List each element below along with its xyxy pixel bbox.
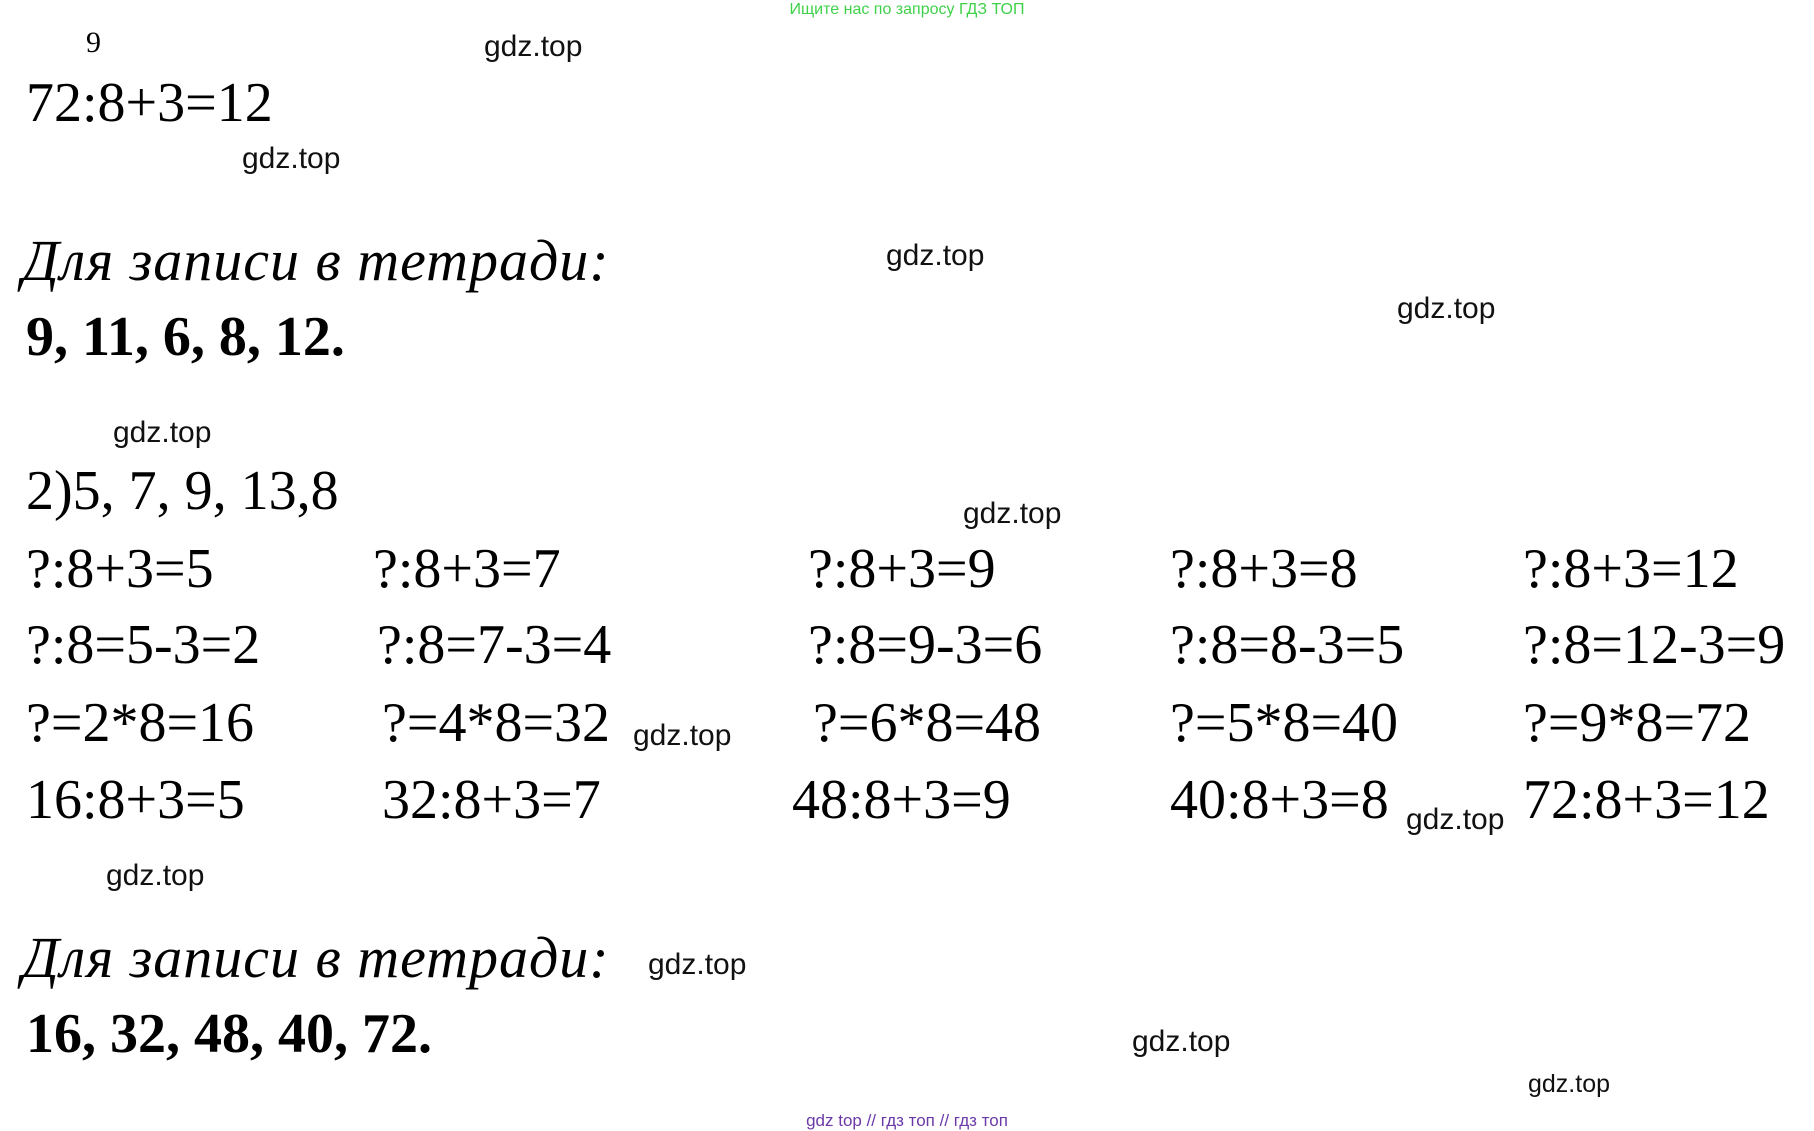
- equation-col1-row4: 16:8+3=5: [26, 769, 245, 831]
- footer-links[interactable]: gdz top // гдз топ // гдз топ: [806, 1111, 1008, 1130]
- equation-col2-row2: ?:8=7-3=4: [377, 614, 612, 676]
- equation-col4-row3: ?=5*8=40: [1170, 692, 1399, 754]
- answer-line: 16, 32, 48, 40, 72.: [26, 1003, 432, 1065]
- equation-col3-row3: ?=6*8=48: [813, 692, 1042, 754]
- answer-line: 9, 11, 6, 8, 12.: [26, 306, 345, 368]
- equation-col4-row2: ?:8=8-3=5: [1170, 614, 1405, 676]
- task-number: 9: [86, 26, 101, 59]
- equation-col3-row4: 48:8+3=9: [792, 769, 1011, 831]
- top-banner: Ищите нас по запросу ГДЗ ТОП: [789, 1, 1025, 18]
- equation-col5-row2: ?:8=12-3=9: [1523, 614, 1786, 676]
- equation-col1-row3: ?=2*8=16: [26, 692, 255, 754]
- equation-col2-row4: 32:8+3=7: [382, 769, 601, 831]
- part-2-title: 2)5, 7, 9, 13,8: [26, 460, 339, 522]
- watermark: gdz.top: [1397, 292, 1496, 325]
- watermark: gdz.top: [242, 142, 341, 175]
- watermark: gdz.top: [484, 30, 583, 63]
- watermark: gdz.top: [963, 497, 1062, 530]
- watermark: gdz.top: [633, 719, 732, 752]
- watermark: gdz.top: [886, 239, 985, 272]
- notebook-heading: Для записи в тетради:: [22, 228, 610, 293]
- watermark: gdz.top: [1528, 1070, 1611, 1098]
- equation-col3-row2: ?:8=9-3=6: [808, 614, 1043, 676]
- watermark: gdz.top: [648, 948, 747, 981]
- equation-col1-row1: ?:8+3=5: [26, 538, 214, 600]
- equation-line: 72:8+3=12: [26, 72, 273, 134]
- equation-col5-row4: 72:8+3=12: [1523, 769, 1770, 831]
- equation-col2-row1: ?:8+3=7: [373, 538, 561, 600]
- equation-col1-row2: ?:8=5-3=2: [26, 614, 261, 676]
- notebook-heading: Для записи в тетради:: [22, 925, 610, 990]
- equation-col4-row1: ?:8+3=8: [1170, 538, 1358, 600]
- watermark: gdz.top: [1132, 1025, 1231, 1058]
- equation-col4-row4: 40:8+3=8: [1170, 769, 1389, 831]
- equation-col5-row3: ?=9*8=72: [1523, 692, 1752, 754]
- watermark: gdz.top: [113, 416, 212, 449]
- watermark: gdz.top: [106, 859, 205, 892]
- watermark: gdz.top: [1406, 803, 1505, 836]
- equation-col2-row3: ?=4*8=32: [382, 692, 611, 754]
- equation-col3-row1: ?:8+3=9: [808, 538, 996, 600]
- equation-col5-row1: ?:8+3=12: [1523, 538, 1739, 600]
